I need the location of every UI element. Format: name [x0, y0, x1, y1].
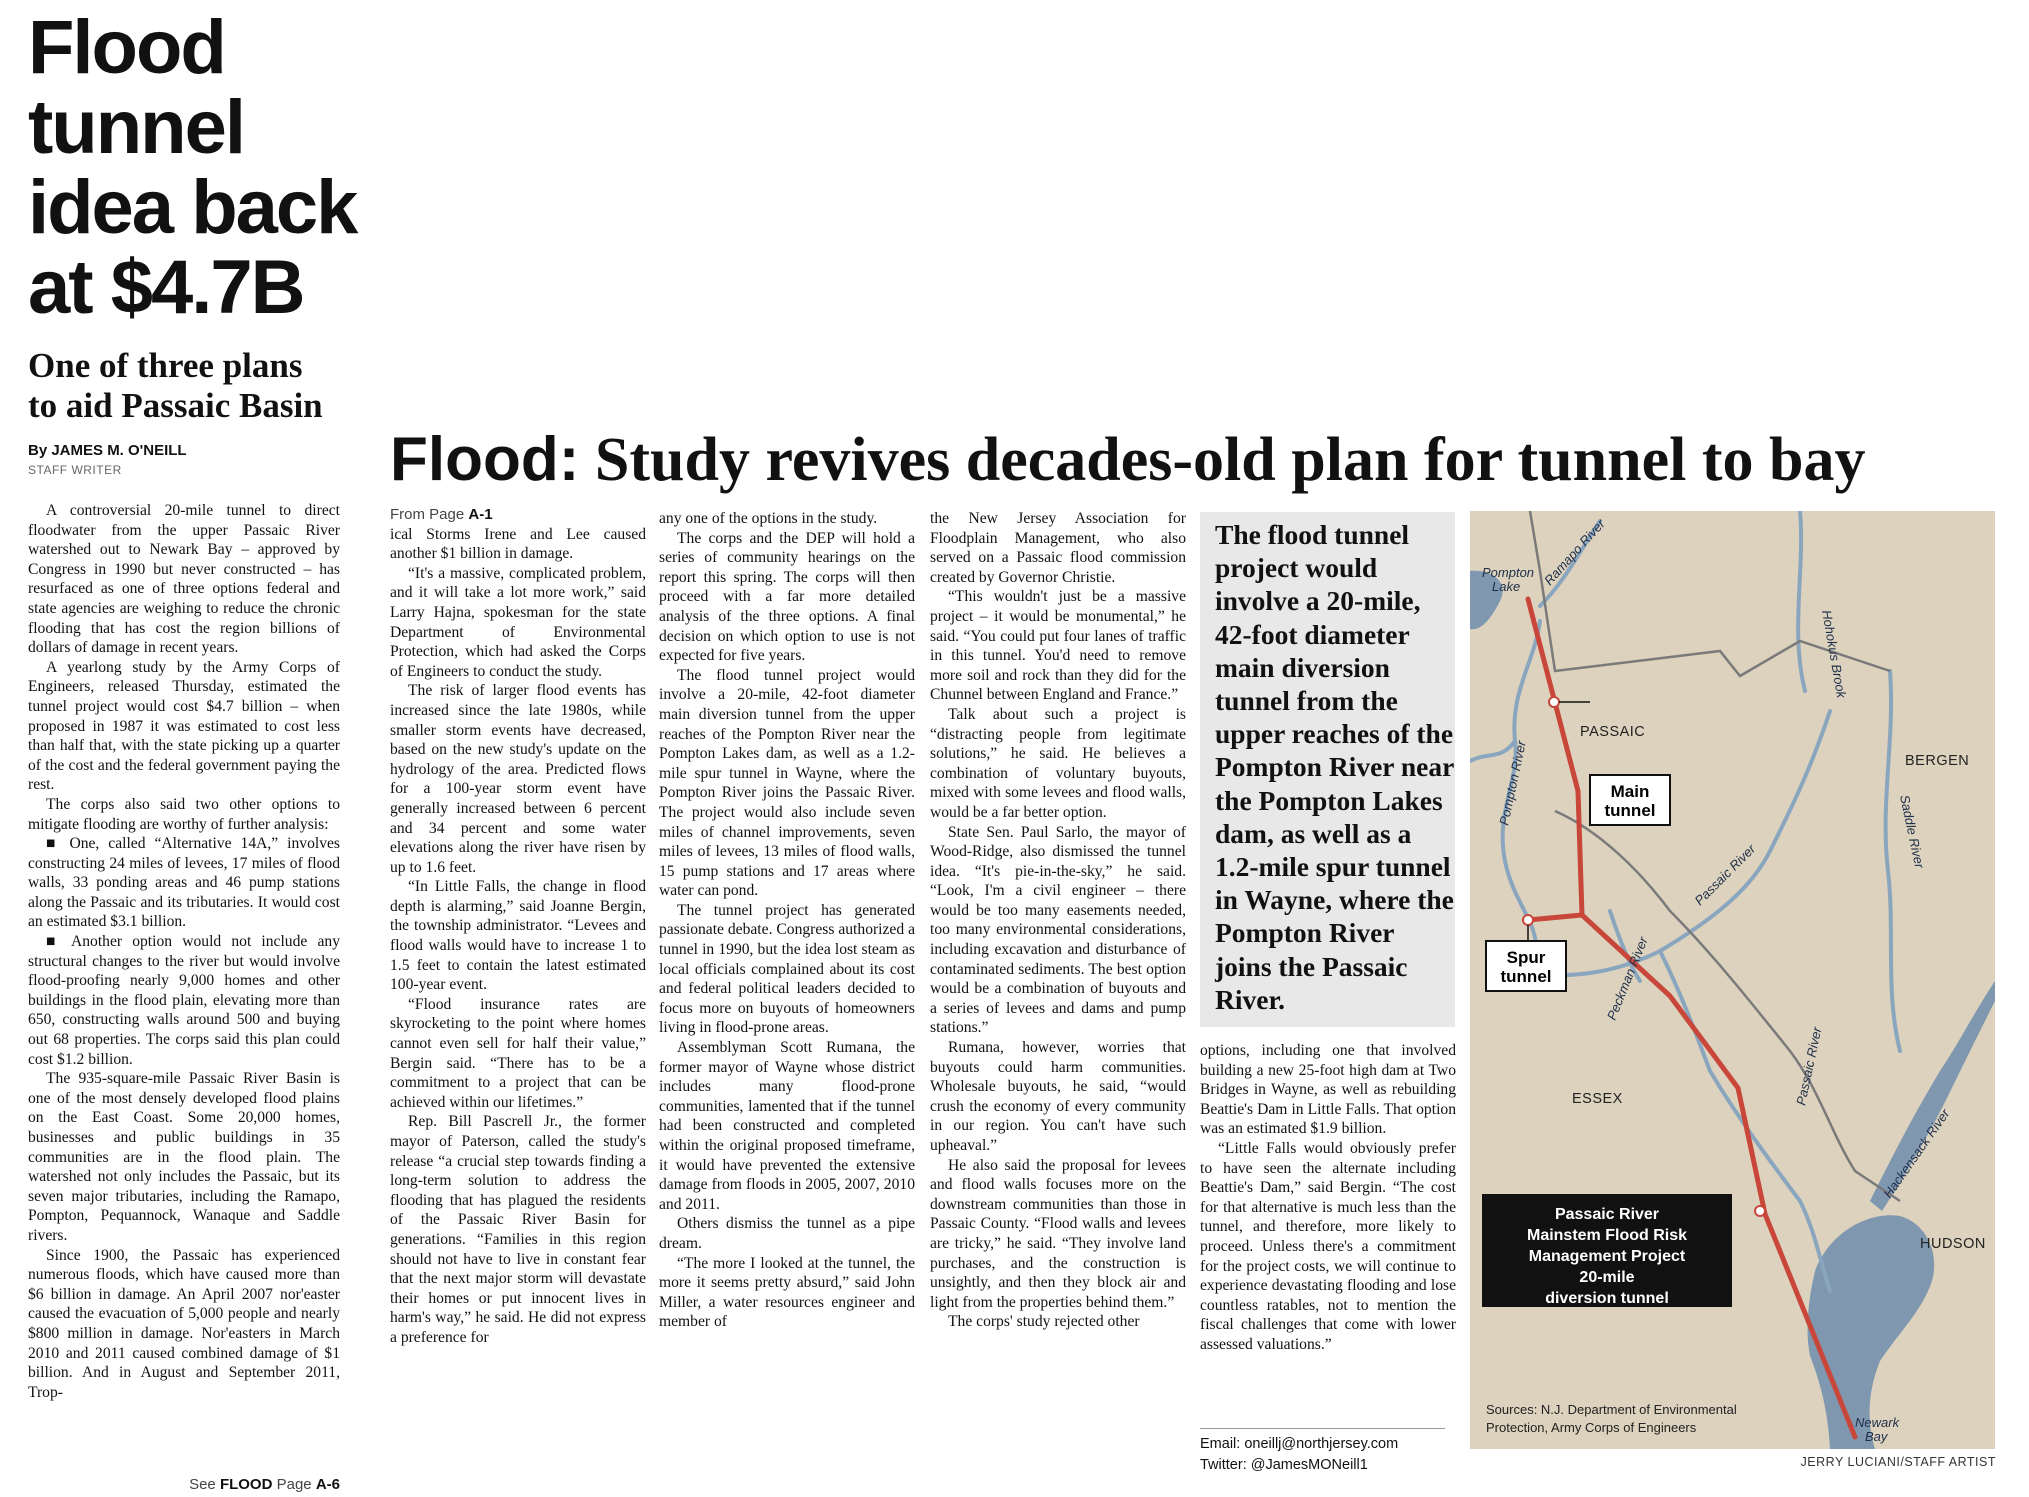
spur-tunnel-callout: [1486, 941, 1566, 991]
jump-headline-label: Flood:: [390, 425, 580, 494]
paragraph: ■ Another option would not include any structural changes to the river but would involve flood-proofing nearly 9,000 homes and other buildings in the flood plain, elevating more than 650, constructing walls around 500 and buying out 68 properties. The corps said this plan could cost $1.2 billion.: [28, 933, 340, 1068]
paragraph: “It's a massive, complicated problem, and it will take a lot more work,” said Larry Hajna, spokesman for the state Department of Environmental Protection, which had asked the Corps of Engineers to conduct the study.: [390, 564, 646, 680]
article-column-5: [1200, 1041, 1456, 1355]
paragraph: ■ One, called “Alternative 14A,” involves constructing 24 miles of levees, 17 miles of flood walls, 33 ponding areas and 46 pump stations along the Passaic and its tributaries. It would cost an estimated $3.1 billion.: [28, 835, 340, 931]
callout-text: 20-mile: [1579, 1269, 1635, 1286]
county-label: BERGEN: [1905, 753, 1970, 769]
river-label: Ramapo River: [1541, 516, 1608, 589]
river-label: Saddle River: [1897, 793, 1928, 870]
headline-line: Flood: [28, 5, 225, 90]
jump-line: [150, 1476, 340, 1493]
pull-quote-box: [1200, 512, 1455, 1027]
river-label: Passaic River: [1691, 841, 1759, 909]
from-page: [390, 505, 646, 525]
river-label: Peckman River: [1603, 934, 1651, 1023]
lake-label: Pompton: [1482, 565, 1535, 580]
county-label: HUDSON: [1920, 1236, 1986, 1252]
county-label: PASSAIC: [1580, 724, 1646, 740]
callout-text: diversion tunnel: [1545, 1290, 1669, 1307]
callout-text: tunnel: [1604, 801, 1656, 820]
deck-line: One of three plans: [28, 346, 303, 385]
paragraph: Rep. Bill Pascrell Jr., the former mayor of Paterson, called the study's release “a crucial step towards finding a long-term solution to address the flooding that has plagued the residents of the Passaic River Basin for generations. “Families in this region should not have to live in constant fear that the next major storm will devastate their homes or put innocent lives in harm's way,” he said. He did not express a preference for: [390, 1113, 646, 1346]
spur-tunnel-marker: [1523, 915, 1533, 925]
byline: By JAMES M. O'NEILL: [28, 442, 187, 459]
paragraph: “This wouldn't just be a massive project – it would be monumental,” he said. “You could put four lanes of traffic in this tunnel. You'd need to remove more soil and rock than they did for the Chunnel between England and France.”: [930, 588, 1186, 704]
paragraph: ical Storms Irene and Lee caused another $1 billion in damage.: [390, 525, 646, 563]
callout-text: tunnel: [1500, 967, 1552, 986]
pull-quote: The flood tunnel project would involve a 20-mile, 42-foot diameter main diversion tunnel from the upper reaches of the Pompton River near the Pompton Lakes dam, as well as a 1.2-mile spur tunnel in Wayne, where the Pompton River joins the Passaic River.: [1215, 519, 1454, 1015]
jump-page-text: Page: [276, 1476, 312, 1493]
paragraph: “Flood insurance rates are skyrocketing to the point where homes cannot even sell for half their value,” Bergin said. “There has to be a commitment to a project that can be achieved within our lifetimes.”: [390, 995, 646, 1111]
deck: [28, 346, 358, 426]
paragraph: “In Little Falls, the change in flood depth is alarming,” said Joanne Bergin, the township administrator. “Levees and flood walls would have to increase 1 to 1.5 feet to contain the latest estimated 100-year event.: [390, 878, 646, 994]
paragraph: Talk about such a project is “distracting people from legitimate solutions,” he said. He believes a combination of voluntary buyouts, mixed with some levees and flood walls, would be a far better option.: [930, 705, 1186, 821]
article-column-3: [659, 509, 915, 1332]
source-line: Protection, Army Corps of Engineers: [1486, 1420, 1697, 1435]
email-link[interactable]: Email: oneillj@northjersey.com: [1200, 1436, 1399, 1452]
deck-line: to aid Passaic Basin: [28, 386, 323, 425]
paragraph: The corps also said two other options to mitigate flooding are worthy of further analysis:: [28, 795, 340, 833]
callout-text: Main: [1610, 782, 1650, 801]
bay-label: Newark: [1855, 1415, 1900, 1430]
paragraph: The 935-square-mile Passaic River Basin is one of the most densely developed flood plains on the East Coast. Some 20,000 homes, businesses and public buildings in 35 communities are in the flood plain. The watershed not only includes the Passaic, but its seven major tributaries, including the Ramapo, Pompton, Pequannock, Wanaque and Saddle rivers.: [28, 1070, 340, 1244]
river-label: Hackensack River: [1880, 1106, 1953, 1201]
callout-text: Management Project: [1528, 1248, 1686, 1265]
article-column-1: [28, 501, 340, 1402]
from-page-number: A-1: [468, 506, 493, 523]
lake-label: Lake: [1492, 579, 1521, 594]
paragraph: “The more I looked at the tunnel, the more it seems pretty absurd,” said John Miller, a water resources engineer and member of: [659, 1254, 915, 1331]
byline-role: STAFF WRITER: [28, 463, 122, 477]
bay-label: Bay: [1865, 1429, 1888, 1444]
project-callout: [1482, 1194, 1732, 1307]
paragraph: The flood tunnel project would involve a 20-mile, 42-foot diameter main diversion tunnel from the upper reaches of the Pompton River near the Pompton Lakes dam, as well as a 1.2-mile spur tunnel in Wayne, where the Pompton River joins the Passaic River. The project would also include seven miles of channel improvements, seven miles of levees, 13 miles of flood walls, 15 pump stations and 17 areas where water can pond.: [659, 666, 915, 900]
callout-text: Passaic River: [1554, 1206, 1660, 1223]
paragraph: Since 1900, the Passaic has experienced numerous floods, which have caused more than $6 billion in damage. An April 2007 nor'easter caused the evacuation of 5,000 people and nearly $800 million in damage. Nor'easters in March 2010 and 2011 caused combined damage of $1 billion. And in August and September 2011, Trop-: [28, 1246, 340, 1401]
paragraph: He also said the proposal for levees and flood walls focuses more on the downstream communities than those in Passaic County. “Flood walls and levees are tricky,” he said. “They involve land purchases, and the construction is unsightly, and then they block air and light from the properties behind them.”: [930, 1156, 1186, 1311]
paragraph: A controversial 20-mile tunnel to direct floodwater from the upper Passaic River watershed out to Newark Bay – approved by Congress in 1990 but never constructed – has resurfaced as one of three options federal and state agencies are weighing to reduce the chronic flooding that has cost the region billions of dollars of damage in recent years.: [28, 502, 340, 657]
paragraph: The corps and the DEP will hold a series of community hearings on the report this spring. The corps will then proceed with a far more detailed analysis of the three options. A final decision on which option to use is not expected for five years.: [659, 529, 915, 665]
photo-credit: JERRY LUCIANI/STAFF ARTIST: [1800, 1455, 1996, 1469]
divider: [1200, 1428, 1445, 1429]
river-label: Passaic River: [1793, 1025, 1825, 1107]
twitter-handle[interactable]: Twitter: @JamesMONeill1: [1200, 1457, 1368, 1473]
jump-text: See: [189, 1476, 216, 1493]
jump-headline: [390, 422, 2029, 498]
river-label: Pompton River: [1496, 739, 1529, 827]
callout-text: Mainstem Flood Risk: [1526, 1227, 1688, 1244]
jump-page: A-6: [315, 1476, 340, 1493]
paragraph: State Sen. Paul Sarlo, the mayor of Wood-Ridge, also dismissed the tunnel idea. “It's pie-in-the-sky,” he said. “Look, I'm a civil engineer – there would be too many easements needed, too many environmental considerations, including excavation and disturbance of contaminated sediments. The best option would be a combination of buyouts and a series of levees and dams and pump stations.”: [930, 823, 1186, 1037]
source-line: Sources: N.J. Department of Environmental: [1486, 1402, 1737, 1417]
main-tunnel-marker: [1549, 697, 1559, 707]
river-label: Hohokus Brook: [1819, 608, 1850, 700]
main-tunnel-callout: [1590, 775, 1670, 825]
paragraph: options, including one that involved building a new 25-foot high dam at Two Bridges in Wayne, as well as rebuilding Beattie's Dam in Little Falls. That option was an estimated $1.9 billion.: [1200, 1042, 1456, 1138]
paragraph: Assemblyman Scott Rumana, the former mayor of Wayne whose district includes many flood-prone communities, lamented that if the tunnel had been constructed and completed within the original proposed timeframe, it would have prevented the extensive damage from floods in 2005, 2007, 2010 and 2011.: [659, 1039, 915, 1213]
paragraph: Rumana, however, worries that buyouts could harm communities. Wholesale buyouts, he said, “would crush the economy of every community in our region. You can't have such upheaval.”: [930, 1039, 1186, 1154]
flood-tunnel-map: [1470, 511, 1995, 1449]
paragraph: Others dismiss the tunnel as a pipe dream.: [659, 1215, 915, 1252]
article-column-4: [930, 509, 1186, 1332]
contact-info: [1200, 1434, 1398, 1476]
article-column-2: [390, 505, 646, 1348]
main-headline: [28, 5, 358, 330]
from-page-text: From Page: [390, 506, 465, 523]
paragraph: the New Jersey Association for Floodplain Management, who also served on a Passaic flood commission created by Governor Christie.: [930, 510, 1186, 586]
jump-headline-text: Study revives decades-old plan for tunnel to bay: [594, 426, 1866, 494]
county-label: ESSEX: [1572, 1091, 1623, 1107]
headline-line: at $4.7B: [28, 245, 304, 330]
paragraph: any one of the options in the study.: [659, 510, 878, 527]
paragraph: A yearlong study by the Army Corps of Engineers, released Thursday, estimated the tunnel project would cost $4.7 billion – when proposed in 1987 it was estimated to cost less than half that, with the state picking up a quarter of the cost and the federal government paying the rest.: [28, 658, 340, 794]
paragraph: The risk of larger flood events has increased since the late 1980s, while smaller storm events have decreased, based on the new study's update on the hydrology of the area. Predicted flows for a 100-year storm event have generally increased between 6 percent and 34 percent and some water elevations along the river have risen by up to 1.6 feet.: [390, 682, 646, 876]
paragraph: “Little Falls would obviously prefer to have seen the alternate including Beattie's Dam,” said Bergin. “The cost for that alternative is much less than the tunnel, and therefore, more likely to proceed. Unless there's a commitment for the project costs, we will continue to experience devastating flooding and lose countless ratables, not to mention the fiscal challenges that come with lower assessed valuations.”: [1200, 1139, 1456, 1353]
paragraph: The corps' study rejected other: [948, 1313, 1140, 1331]
paragraph: The tunnel project has generated passionate debate. Congress authorized a tunnel in 1990, but the idea lost steam as local officials complained about its cost and federal political leaders decided to focus more on buyouts of homeowners living in flood-prone areas.: [659, 901, 915, 1037]
headline-line: tunnel: [28, 85, 244, 170]
headline-line: idea back: [28, 165, 357, 250]
callout-text: Spur: [1506, 948, 1546, 967]
project-marker: [1755, 1206, 1765, 1216]
jump-section: FLOOD: [219, 1476, 273, 1493]
